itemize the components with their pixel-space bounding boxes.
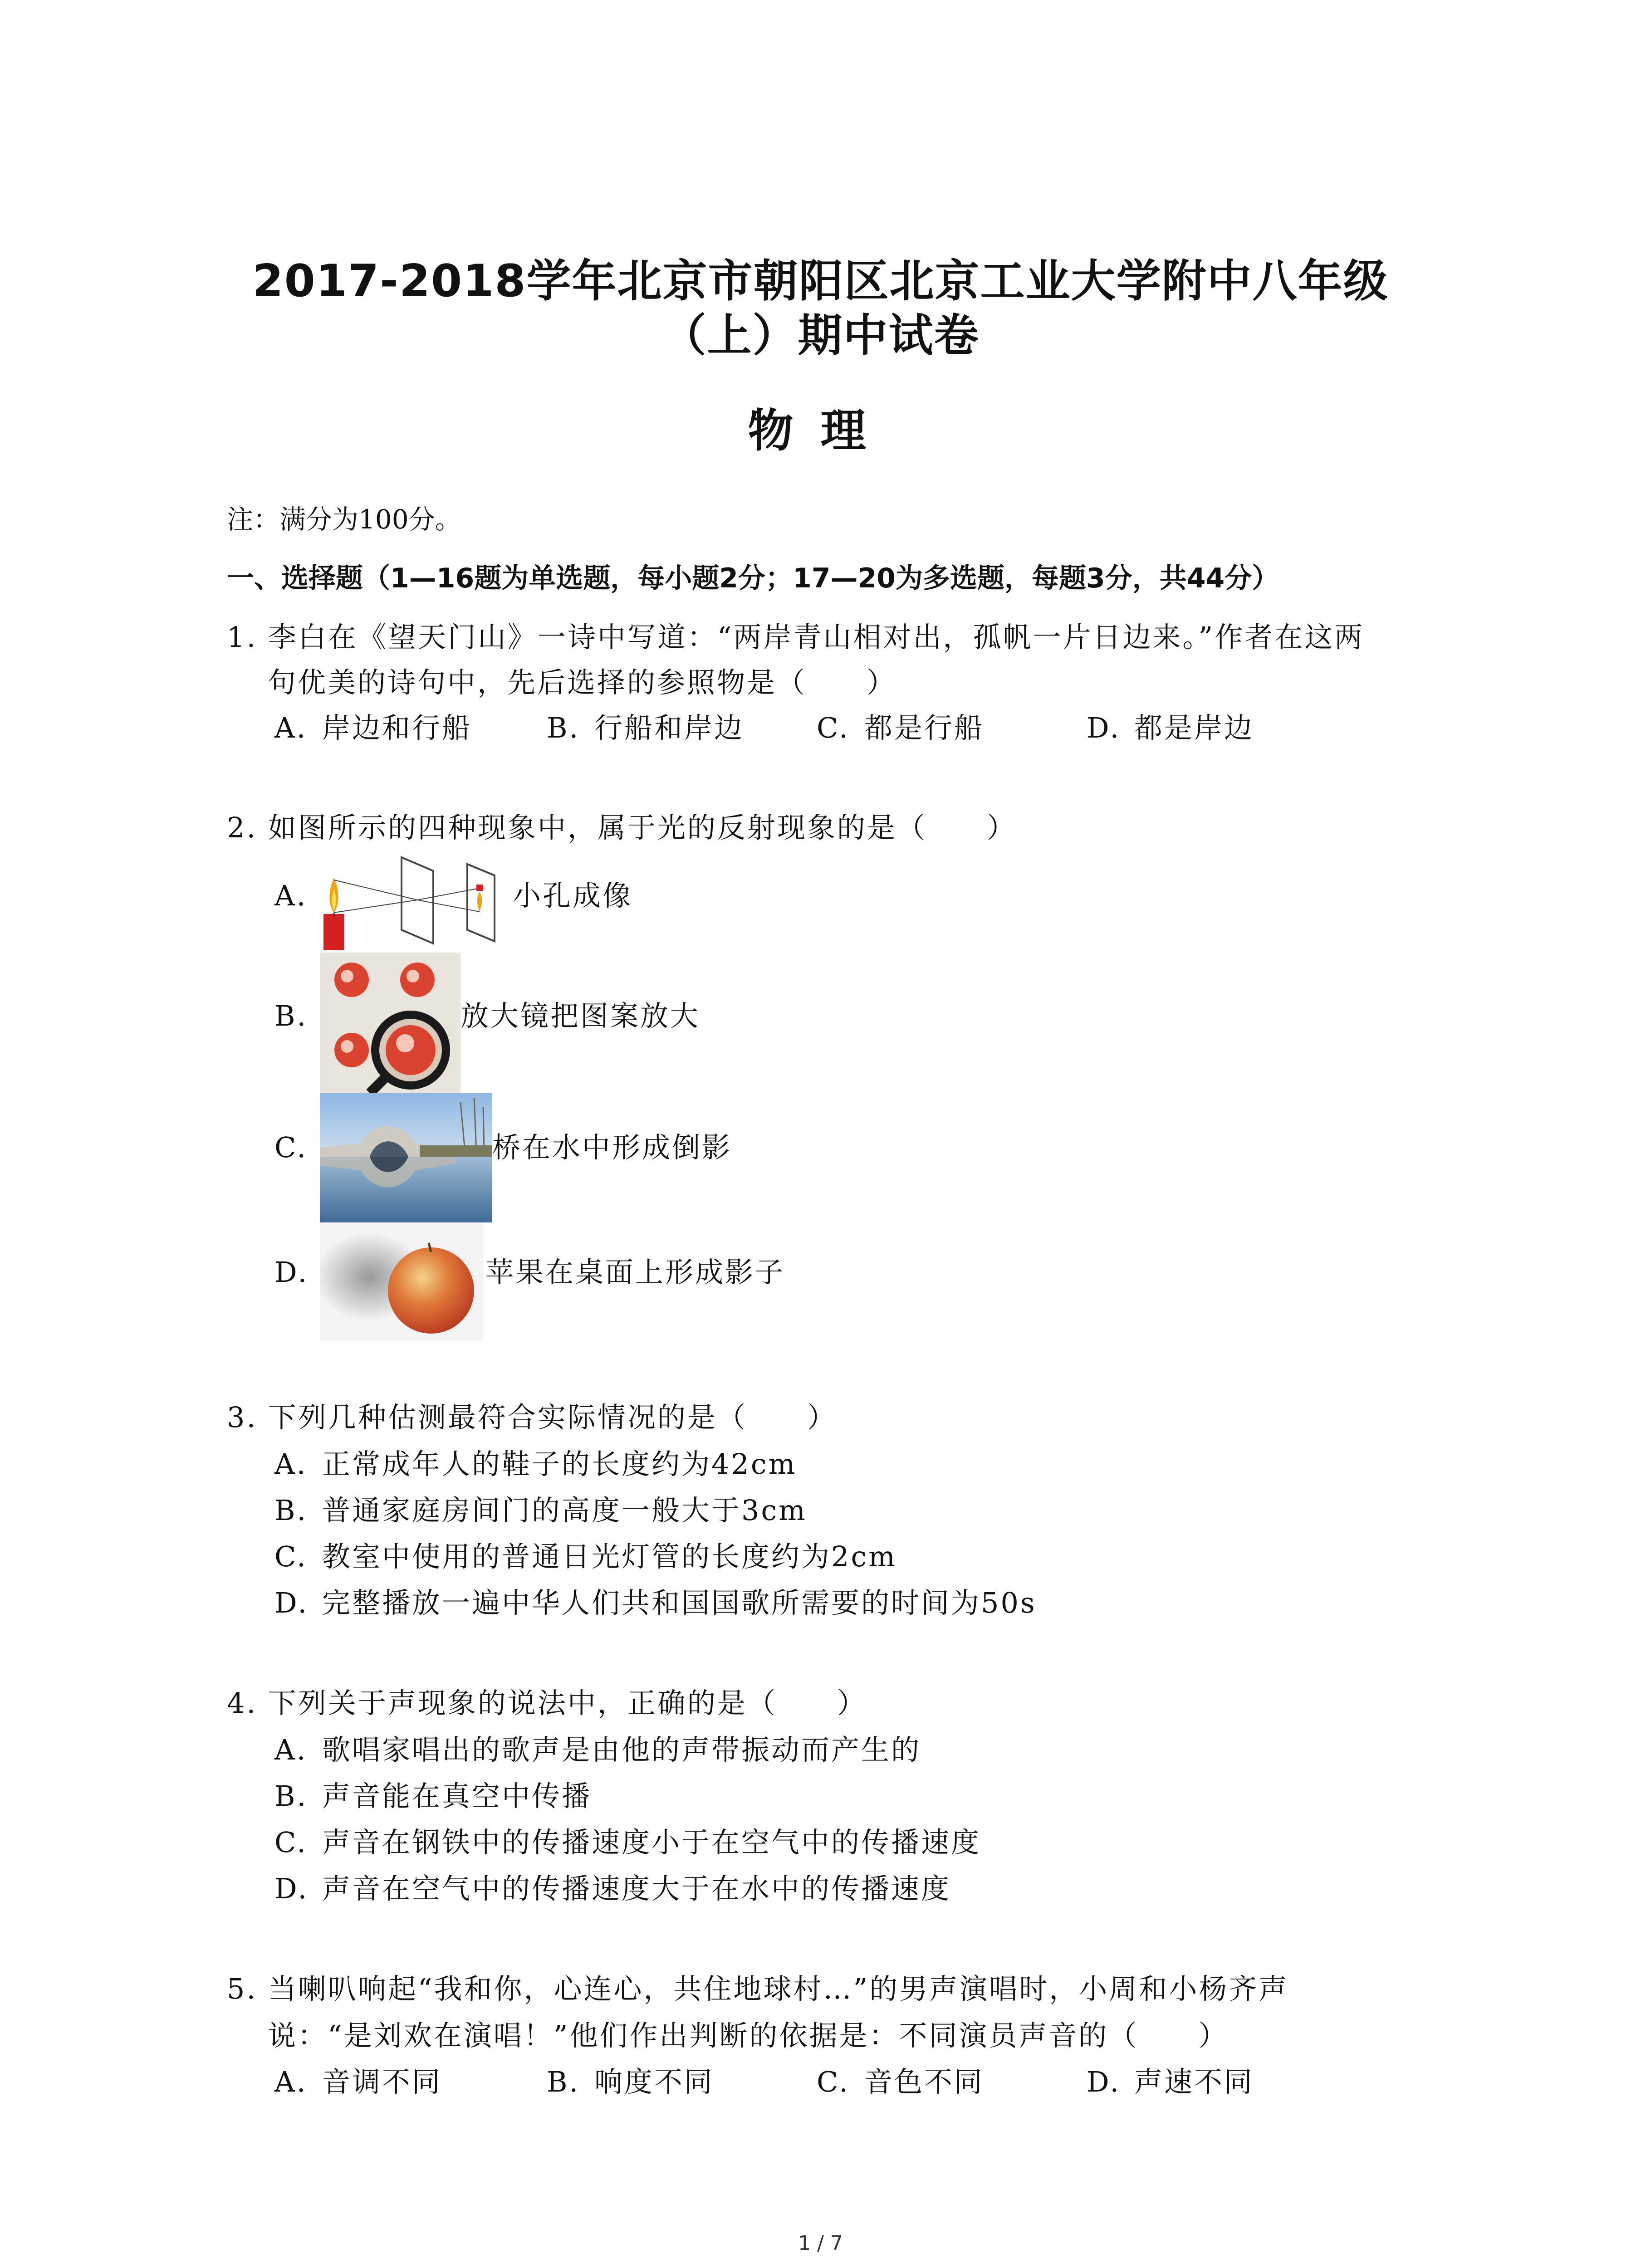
question-2-option-a-text: 小孔成像 (513, 879, 633, 912)
option-label: A. (274, 1733, 308, 1766)
option-text: 岸边和行船 (322, 711, 472, 744)
option-label: D. (274, 1872, 309, 1905)
question-2-option-b-label (274, 998, 322, 1034)
question-2-option-b-text: 放大镜把图案放大 (460, 999, 700, 1032)
option-label: C. (274, 1540, 308, 1573)
option-label: B. (274, 1779, 308, 1813)
bridge-reflection-figure (320, 1093, 492, 1222)
option-text: 音调不同 (322, 2065, 442, 2098)
option-label: B. (547, 2065, 580, 2098)
question-5-option-b (547, 2064, 714, 2100)
option-label: B. (274, 999, 308, 1032)
exam-title-line2: （上）期中试卷 (661, 310, 980, 362)
subject-heading: 物理 (748, 404, 893, 457)
option-text: 普通家庭房间门的高度一般大于3cm (322, 1494, 807, 1527)
question-5-stem-line1: 5. 当喇叭响起“我和你，心连心，共住地球村…”的男声演唱时，小周和小杨齐声 (227, 1972, 1289, 2005)
option-text: 声音在钢铁中的传播速度小于在空气中的传播速度 (322, 1826, 981, 1859)
option-label: A. (274, 1447, 308, 1481)
question-4-option-d (274, 1871, 951, 1907)
question-5-stem-line2: 说：“是刘欢在演唱！”他们作出判断的依据是：不同演员声音的（ ） (268, 2019, 1229, 2052)
question-1-stem-line2: 句优美的诗句中，先后选择的参照物是（ ） (268, 666, 897, 699)
question-4-stem: 4. 下列关于声现象的说法中，正确的是（ ） (227, 1686, 867, 1720)
option-text: 都是行船 (864, 711, 985, 744)
question-2-option-a-label (274, 878, 322, 914)
option-text: 声音在空气中的传播速度大于在水中的传播速度 (322, 1872, 951, 1905)
question-3-stem: 3. 下列几种估测最符合实际情况的是（ ） (227, 1401, 837, 1434)
option-label: C. (274, 1131, 308, 1164)
question-3-option-a (274, 1446, 797, 1482)
option-text: 都是岸边 (1134, 711, 1254, 744)
option-label: C. (817, 2065, 850, 2098)
question-3-option-d (274, 1585, 1037, 1621)
question-2-option-d-text: 苹果在桌面上形成影子 (485, 1256, 785, 1289)
question-1-stem-line1: 1. 李白在《望天门山》一诗中写道：“两岸青山相对出，孤帆一片日边来。”作者在这两 (227, 621, 1365, 654)
question-1-option-d (1087, 710, 1254, 746)
option-text: 音色不同 (864, 2065, 985, 2098)
option-label: A. (274, 879, 308, 912)
apple-shadow-figure (320, 1222, 483, 1340)
page-number: 1 / 7 (798, 2232, 843, 2255)
option-label: B. (547, 711, 580, 744)
question-5-option-c (817, 2064, 984, 2100)
option-text: 正常成年人的鞋子的长度约为42cm (322, 1447, 797, 1481)
section-heading: 一、选择题（1—16题为单选题，每小题2分；17—20为多选题，每题3分，共44分） (227, 562, 1279, 594)
question-2-option-d-label (274, 1254, 322, 1290)
option-label: A. (274, 711, 308, 744)
option-label: C. (817, 711, 850, 744)
option-label: D. (274, 1586, 309, 1619)
option-text: 完整播放一遍中华人们共和国国歌所需要的时间为50s (322, 1586, 1037, 1619)
option-text: 响度不同 (594, 2065, 715, 2098)
option-label: C. (274, 1826, 308, 1859)
question-4-option-b (274, 1778, 592, 1814)
option-label: D. (1087, 2065, 1121, 2098)
question-2-option-c-label (274, 1129, 322, 1166)
option-text: 声音能在真空中传播 (322, 1779, 592, 1813)
question-3-option-c (274, 1539, 897, 1575)
exam-title-line1: 2017-2018学年北京市朝阳区北京工业大学附中八年级 (252, 255, 1389, 307)
question-1-option-b (547, 710, 744, 746)
question-4-option-c (274, 1824, 981, 1861)
question-1-option-a (274, 710, 472, 746)
question-5-option-a (274, 2064, 442, 2100)
question-2-stem: 2. 如图所示的四种现象中，属于光的反射现象的是（ ） (227, 811, 1017, 844)
option-label: D. (1087, 711, 1121, 744)
question-5-option-d (1087, 2064, 1254, 2100)
question-2-option-c-text: 桥在水中形成倒影 (492, 1131, 732, 1164)
question-4-option-a (274, 1732, 921, 1768)
magnifier-stamps-figure (320, 953, 460, 1093)
score-note: 注：满分为100分。 (227, 504, 461, 535)
option-label: D. (274, 1256, 309, 1289)
option-text: 声速不同 (1134, 2065, 1254, 2098)
option-text: 教室中使用的普通日光灯管的长度约为2cm (322, 1540, 897, 1573)
pinhole-camera-figure (320, 853, 510, 953)
question-3-option-b (274, 1492, 807, 1529)
option-text: 行船和岸边 (594, 711, 745, 744)
option-label: B. (274, 1494, 308, 1527)
question-1-option-c (817, 710, 984, 746)
option-label: A. (274, 2065, 308, 2098)
option-text: 歌唱家唱出的歌声是由他的声带振动而产生的 (322, 1733, 921, 1766)
